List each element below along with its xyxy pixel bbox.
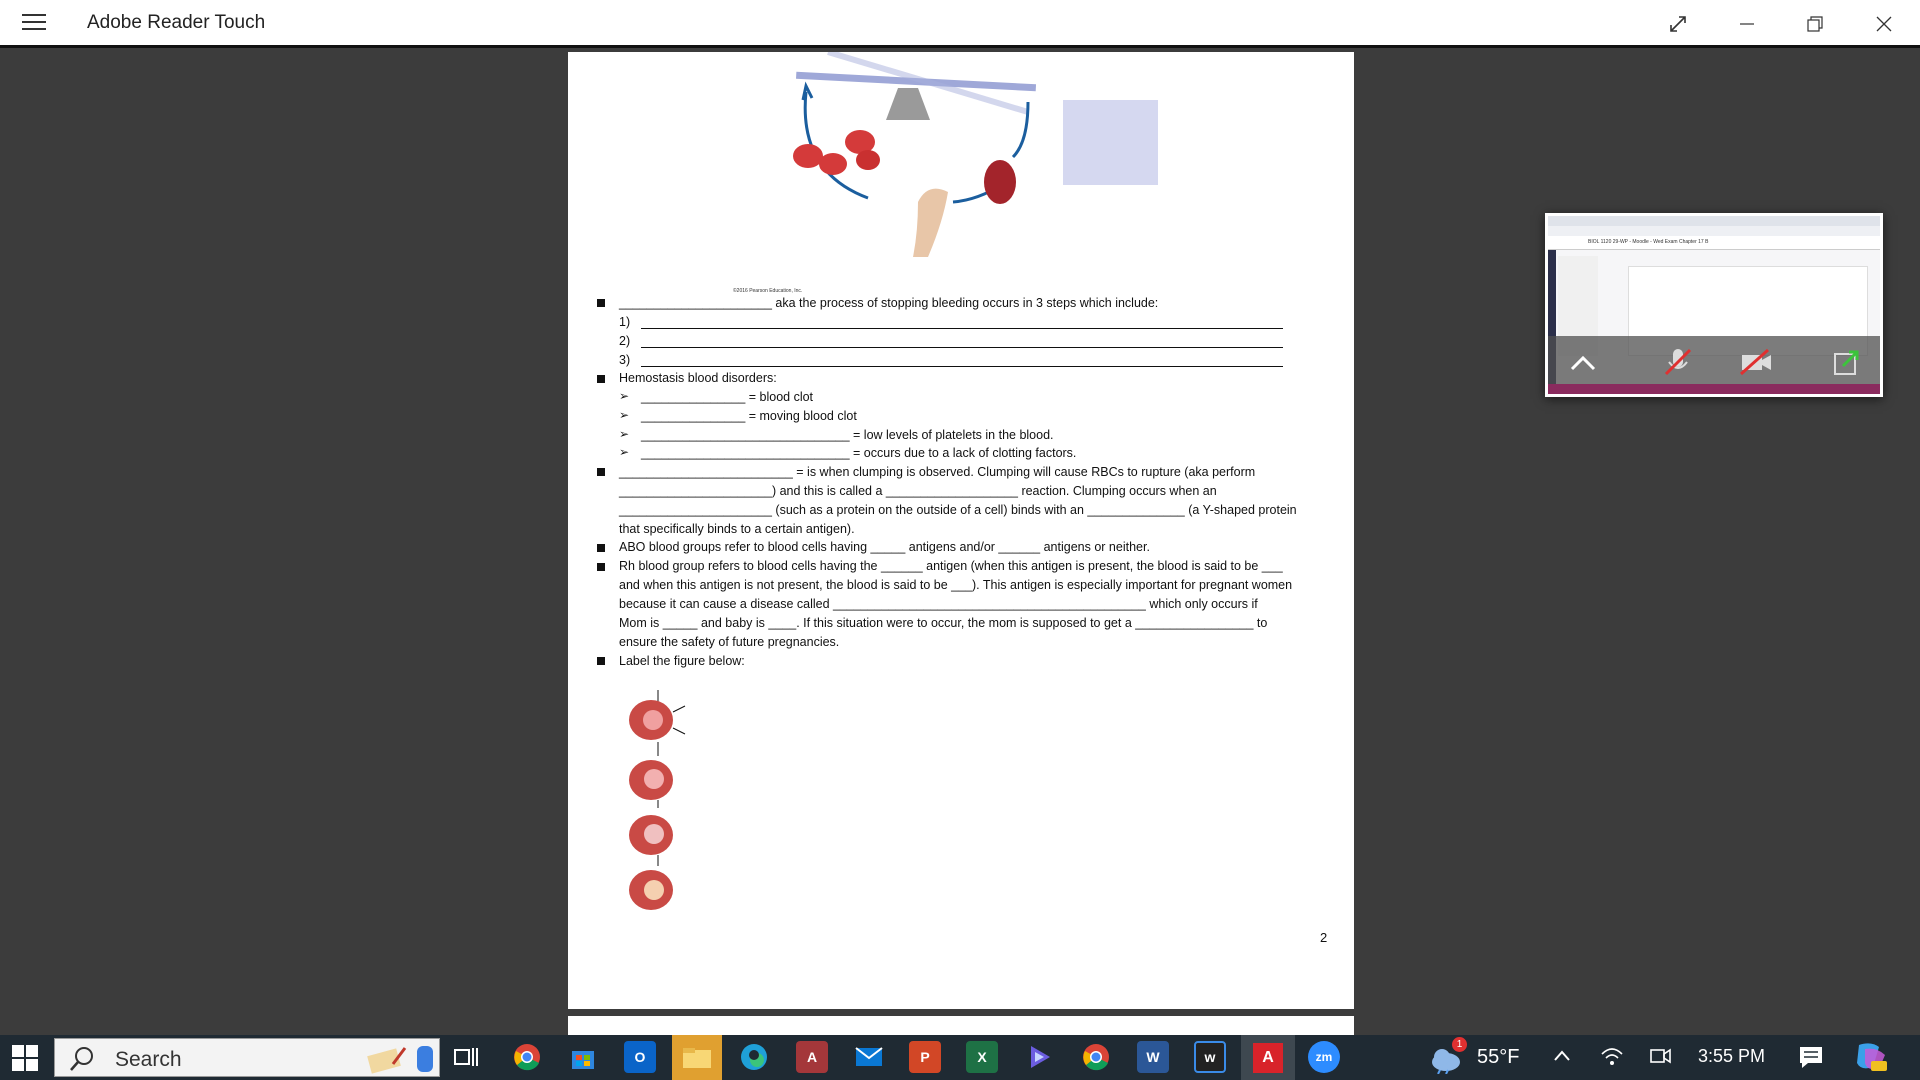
minimize-icon[interactable] xyxy=(1724,8,1770,40)
stream-icon[interactable] xyxy=(1023,1041,1055,1073)
rh-line: and when this antigen is not present, the blood is said to be ___). This antigen is especially important for pregnant women xyxy=(619,578,1293,592)
search-placeholder: Search xyxy=(115,1048,182,1071)
clock[interactable]: 3:55 PM xyxy=(1698,1046,1766,1066)
chrome-icon[interactable] xyxy=(511,1041,543,1073)
step-2-blank xyxy=(641,347,1283,348)
bullet xyxy=(597,299,605,307)
arrow-bullet-icon: ➢ xyxy=(619,445,630,459)
disorder-item: ______________________________ = occurs due to a lack of clotting factors. xyxy=(641,446,1077,460)
close-icon[interactable] xyxy=(1861,8,1907,40)
windows-logo-icon[interactable] xyxy=(12,1045,38,1071)
webex-icon[interactable]: w xyxy=(1194,1041,1226,1073)
clumping-line: ______________________) and this is called a ___________________ reaction. Clumping occurs when an xyxy=(619,484,1217,498)
fullscreen-icon[interactable] xyxy=(1655,8,1701,40)
chevron-up-icon[interactable] xyxy=(1568,353,1598,373)
search-icon xyxy=(69,1046,95,1077)
bullet xyxy=(597,563,605,571)
step-3-blank xyxy=(641,366,1283,367)
weather-badge: 1 xyxy=(1452,1037,1467,1052)
chrome-icon[interactable] xyxy=(1080,1041,1112,1073)
meet-now-icon[interactable] xyxy=(1648,1044,1672,1073)
mail-icon[interactable] xyxy=(853,1041,885,1073)
app-title: Adobe Reader Touch xyxy=(87,12,266,33)
bullet xyxy=(597,657,605,665)
word-icon[interactable]: W xyxy=(1137,1041,1169,1073)
arrow-bullet-icon: ➢ xyxy=(619,389,630,403)
bullet xyxy=(597,375,605,383)
outlook-icon[interactable]: O xyxy=(624,1041,656,1073)
step-1-label: 1) xyxy=(619,315,631,329)
hemostasis-line: ______________________ aka the process of stopping bleeding occurs in 3 steps which include: xyxy=(619,296,1159,310)
step-3-label: 3) xyxy=(619,353,631,367)
title-bar xyxy=(0,0,1920,48)
blood-vessel-figure xyxy=(623,690,693,920)
chevron-up-icon[interactable] xyxy=(1552,1048,1572,1069)
meeting-thumbnail[interactable] xyxy=(1545,213,1883,397)
search-highlight-icon xyxy=(365,1042,437,1074)
restore-icon[interactable] xyxy=(1792,8,1838,40)
hamburger-menu-icon[interactable] xyxy=(22,14,46,32)
access-icon[interactable]: A xyxy=(796,1041,828,1073)
task-view-icon[interactable] xyxy=(450,1041,482,1073)
page-number: 2 xyxy=(1320,930,1328,945)
rh-line: Rh blood group refers to blood cells having the ______ antigen (when this antigen is present, the blood is said to be ___ xyxy=(619,559,1283,573)
arrow-bullet-icon: ➢ xyxy=(619,408,630,422)
file-explorer-icon[interactable] xyxy=(672,1035,722,1080)
share-icon[interactable] xyxy=(1831,346,1861,378)
step-2-label: 2) xyxy=(619,334,631,348)
acrobat-icon[interactable]: A xyxy=(1241,1035,1295,1080)
zoom-icon[interactable]: zm xyxy=(1308,1041,1340,1073)
store-icon[interactable] xyxy=(567,1041,599,1073)
rh-line: ensure the safety of future pregnancies. xyxy=(619,635,840,649)
copilot-icon[interactable] xyxy=(1853,1041,1889,1078)
abo-line: ABO blood groups refer to blood cells having _____ antigens and/or ______ antigens or neither. xyxy=(619,540,1150,554)
step-1-blank xyxy=(641,328,1283,329)
label-figure-line: Label the figure below: xyxy=(619,654,745,668)
arrow-bullet-icon: ➢ xyxy=(619,427,630,441)
homeostasis-figure xyxy=(778,52,1158,262)
excel-icon[interactable]: X xyxy=(966,1041,998,1073)
taskbar xyxy=(0,1035,1920,1080)
clumping-line: that specifically binds to a certain antigen). xyxy=(619,522,855,536)
disorders-heading: Hemostasis blood disorders: xyxy=(619,371,777,385)
camera-off-icon[interactable] xyxy=(1738,346,1774,378)
taskbar-search-box[interactable] xyxy=(54,1038,440,1077)
disorder-item: ______________________________ = low levels of platelets in the blood. xyxy=(641,428,1054,442)
bullet xyxy=(597,544,605,552)
pdf-page xyxy=(568,52,1354,1009)
notifications-icon[interactable] xyxy=(1798,1044,1824,1075)
mic-muted-icon[interactable] xyxy=(1663,346,1693,378)
bullet xyxy=(597,468,605,476)
disorder-item: _______________ = blood clot xyxy=(641,390,814,404)
disorder-item: _______________ = moving blood clot xyxy=(641,409,857,423)
thumbnail-title: BIOL 1120 29-WP - Moodle - Wed Exam Chapter 17 B xyxy=(1588,239,1709,245)
rh-line: Mom is _____ and baby is ____. If this situation were to occur, the mom is supposed to get a _________________ to xyxy=(619,616,1268,630)
edge-icon[interactable] xyxy=(738,1041,770,1073)
weather-icon[interactable] xyxy=(1430,1040,1466,1074)
powerpoint-icon[interactable]: P xyxy=(909,1041,941,1073)
clumping-line: ______________________ (such as a protein on the outside of a cell) binds with an ______________ (a Y-shaped protein xyxy=(619,503,1297,517)
copyright-caption: ©2016 Pearson Education, Inc. xyxy=(733,288,803,294)
clumping-line: _________________________ = is when clumping is observed. Clumping will cause RBCs to rupture (aka perform xyxy=(619,465,1256,479)
rh-line: because it can cause a disease called _____________________________________________ which only occurs if xyxy=(619,597,1258,611)
wifi-icon[interactable] xyxy=(1600,1044,1624,1073)
weather-temp[interactable]: 55°F xyxy=(1477,1046,1520,1068)
